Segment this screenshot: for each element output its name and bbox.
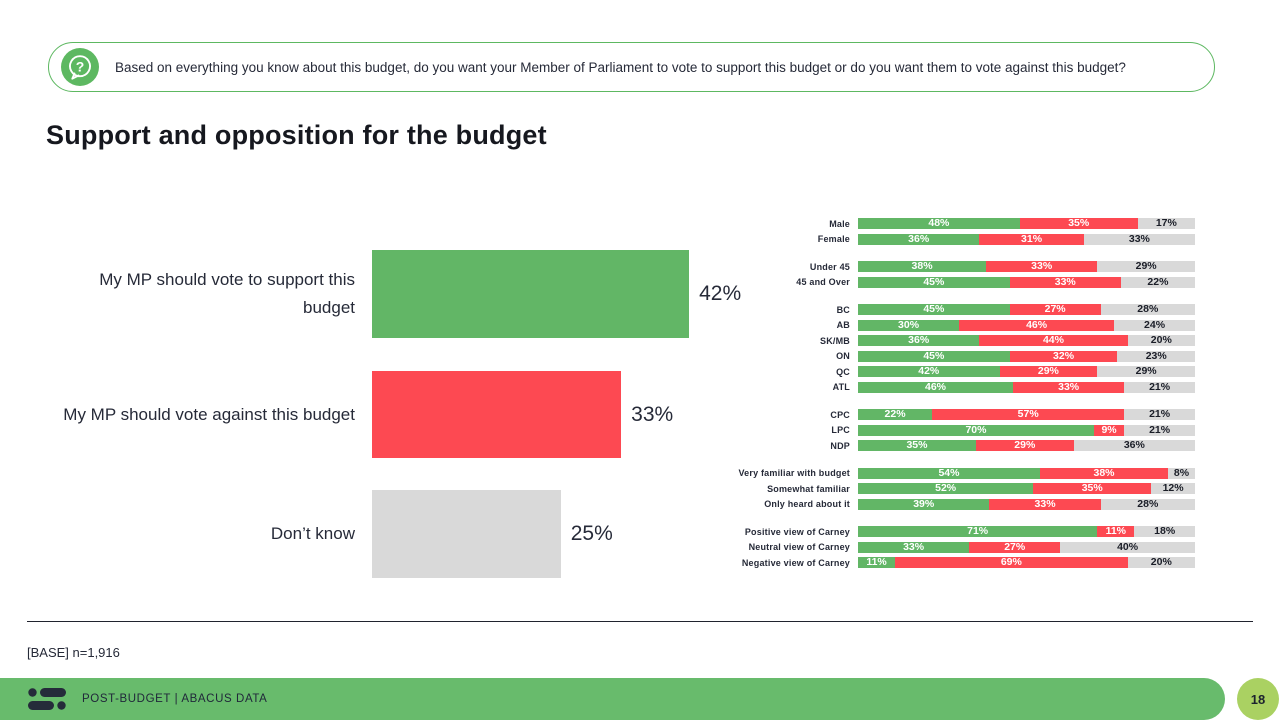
segment-value-label: 33% bbox=[903, 540, 925, 553]
segment-against bbox=[976, 440, 1074, 451]
segment-dont-know bbox=[1084, 234, 1195, 245]
segment-against bbox=[1013, 382, 1124, 393]
breakdown-row bbox=[663, 366, 1208, 377]
breakdown-row-label: NDP bbox=[830, 440, 850, 451]
segment-against bbox=[1094, 425, 1124, 436]
segment-value-label: 48% bbox=[928, 217, 950, 229]
segment-support bbox=[858, 468, 1040, 479]
segment-value-label: 42% bbox=[918, 365, 940, 377]
segment-value-label: 31% bbox=[1021, 232, 1043, 245]
segment-against bbox=[986, 261, 1097, 272]
segment-against bbox=[1040, 468, 1168, 479]
segment-value-label: 20% bbox=[1150, 334, 1172, 346]
segment-value-label: 29% bbox=[1014, 439, 1036, 451]
breakdown-row bbox=[663, 351, 1208, 362]
segment-against bbox=[989, 499, 1100, 510]
breakdown-stacked-bar bbox=[858, 234, 1195, 245]
segment-against bbox=[1010, 351, 1118, 362]
page-number-badge: 18 bbox=[1237, 678, 1279, 720]
abacus-data-logo bbox=[28, 686, 68, 712]
segment-value-label: 29% bbox=[1037, 365, 1059, 377]
segment-value-label: 29% bbox=[1135, 365, 1157, 377]
segment-value-label: 32% bbox=[1053, 349, 1075, 362]
segment-dont-know bbox=[1124, 425, 1195, 436]
breakdown-row-label: 45 and Over bbox=[796, 277, 850, 287]
segment-support bbox=[858, 218, 1020, 229]
segment-value-label: 40% bbox=[1117, 540, 1139, 553]
breakdown-row bbox=[663, 483, 1208, 494]
breakdown-row-label: Negative view of Carney bbox=[741, 557, 850, 568]
overall-bar-row bbox=[48, 371, 673, 458]
segment-against bbox=[1033, 483, 1151, 494]
breakdown-stacked-bar bbox=[858, 526, 1195, 537]
segment-value-label: 11% bbox=[866, 556, 887, 568]
segment-value-label: 45% bbox=[923, 349, 945, 362]
breakdown-row-label: SK/MB bbox=[820, 335, 850, 346]
segment-against bbox=[895, 557, 1128, 568]
segment-value-label: 33% bbox=[1128, 232, 1150, 245]
segment-value-label: 52% bbox=[935, 482, 957, 494]
footer-divider-line bbox=[27, 621, 1253, 622]
footer-bar bbox=[0, 678, 1225, 720]
segment-support bbox=[858, 526, 1097, 537]
segment-against bbox=[979, 234, 1083, 245]
segment-support bbox=[858, 234, 979, 245]
segment-value-label: 28% bbox=[1137, 497, 1159, 510]
svg-text:?: ? bbox=[75, 58, 85, 75]
segment-value-label: 39% bbox=[913, 497, 935, 510]
breakdown-row-label: CPC bbox=[830, 409, 850, 420]
breakdown-row bbox=[663, 304, 1208, 315]
segment-value-label: 9% bbox=[1101, 423, 1117, 436]
segment-value-label: 22% bbox=[884, 408, 906, 420]
segment-value-label: 8% bbox=[1173, 466, 1190, 479]
breakdown-row-label: Female bbox=[817, 234, 850, 244]
segment-against bbox=[979, 335, 1127, 346]
segment-value-label: 36% bbox=[908, 334, 930, 346]
breakdown-stacked-bar bbox=[858, 409, 1195, 420]
segment-value-label: 35% bbox=[1081, 482, 1103, 494]
segment-support bbox=[858, 425, 1094, 436]
breakdown-row-label: AB bbox=[836, 320, 850, 330]
question-text: Based on everything you know about this budget, do you want your Member of Parliament to vote to support this budget or do you want them to vote against this budget? bbox=[115, 59, 1126, 75]
bar-against bbox=[372, 371, 621, 458]
breakdown-row bbox=[663, 320, 1208, 331]
breakdown-row-label: QC bbox=[836, 366, 850, 377]
segment-support bbox=[858, 261, 986, 272]
segment-value-label: 21% bbox=[1149, 380, 1171, 393]
breakdown-row bbox=[663, 557, 1208, 568]
segment-against bbox=[1010, 304, 1101, 315]
segment-support bbox=[858, 351, 1010, 362]
breakdown-row bbox=[663, 261, 1208, 272]
segment-support bbox=[858, 335, 979, 346]
breakdown-stacked-bar bbox=[858, 425, 1195, 436]
segment-value-label: 20% bbox=[1150, 556, 1172, 568]
breakdown-row-label: LPC bbox=[831, 425, 850, 435]
breakdown-stacked-bar bbox=[858, 277, 1195, 288]
question-box bbox=[48, 42, 1215, 92]
segment-value-label: 36% bbox=[1123, 439, 1145, 451]
segment-value-label: 38% bbox=[911, 260, 933, 272]
footer-label: POST-BUDGET | ABACUS DATA bbox=[82, 693, 268, 705]
breakdown-row bbox=[663, 409, 1208, 420]
breakdown-group bbox=[663, 261, 1208, 288]
breakdown-row bbox=[663, 542, 1208, 553]
breakdown-row-label: ON bbox=[836, 351, 850, 361]
breakdown-group bbox=[663, 409, 1208, 451]
segment-value-label: 44% bbox=[1042, 334, 1064, 346]
breakdown-row-label: Male bbox=[829, 218, 850, 229]
breakdown-stacked-bar bbox=[858, 261, 1195, 272]
segment-value-label: 45% bbox=[923, 303, 945, 315]
bar-dont-know bbox=[372, 490, 561, 578]
breakdown-group bbox=[663, 304, 1208, 393]
segment-dont-know bbox=[1128, 335, 1195, 346]
segment-support bbox=[858, 366, 1000, 377]
segment-support bbox=[858, 320, 959, 331]
segment-value-label: 71% bbox=[967, 525, 989, 537]
segment-dont-know bbox=[1114, 320, 1195, 331]
overall-chart bbox=[48, 250, 742, 580]
breakdown-row bbox=[663, 382, 1208, 393]
segment-value-label: 21% bbox=[1149, 423, 1171, 436]
value-label: 42% bbox=[699, 282, 742, 305]
bar-support bbox=[372, 250, 689, 338]
segment-dont-know bbox=[1121, 277, 1195, 288]
segment-support bbox=[858, 409, 932, 420]
segment-against bbox=[969, 542, 1060, 553]
breakdown-stacked-bar bbox=[858, 366, 1195, 377]
breakdown-stacked-bar bbox=[858, 483, 1195, 494]
segment-support bbox=[858, 542, 969, 553]
segment-value-label: 35% bbox=[906, 439, 928, 451]
segment-support bbox=[858, 382, 1013, 393]
breakdown-row bbox=[663, 440, 1208, 451]
category-label: My MP should vote against this budget bbox=[63, 404, 355, 424]
segment-value-label: 35% bbox=[1068, 217, 1090, 229]
segment-dont-know bbox=[1124, 382, 1195, 393]
segment-against bbox=[1020, 218, 1138, 229]
segment-dont-know bbox=[1060, 542, 1195, 553]
breakdown-stacked-bar bbox=[858, 382, 1195, 393]
breakdown-stacked-bar bbox=[858, 499, 1195, 510]
question-bubble-icon bbox=[61, 48, 99, 86]
value-label: 25% bbox=[570, 522, 613, 545]
segment-dont-know bbox=[1097, 366, 1195, 377]
segment-value-label: 23% bbox=[1145, 349, 1167, 362]
breakdown-row-label: Very familiar with budget bbox=[738, 468, 850, 478]
segment-value-label: 38% bbox=[1093, 466, 1115, 479]
segment-value-label: 29% bbox=[1135, 260, 1157, 272]
segment-support bbox=[858, 277, 1010, 288]
segment-value-label: 18% bbox=[1154, 525, 1176, 537]
segment-value-label: 27% bbox=[1004, 540, 1026, 553]
segment-value-label: 22% bbox=[1147, 275, 1169, 288]
segment-support bbox=[858, 440, 976, 451]
breakdown-row-label: BC bbox=[836, 304, 850, 315]
breakdown-group bbox=[663, 468, 1208, 510]
segment-value-label: 12% bbox=[1162, 482, 1184, 494]
breakdown-stacked-bar bbox=[858, 440, 1195, 451]
breakdown-stacked-bar bbox=[858, 218, 1195, 229]
breakdown-stacked-bar bbox=[858, 542, 1195, 553]
segment-dont-know bbox=[1168, 468, 1195, 479]
segment-dont-know bbox=[1097, 261, 1195, 272]
breakdown-stacked-bar bbox=[858, 351, 1195, 362]
breakdown-stacked-bar bbox=[858, 320, 1195, 331]
segment-value-label: 33% bbox=[1034, 497, 1056, 510]
breakdown-row bbox=[663, 425, 1208, 436]
segment-value-label: 24% bbox=[1144, 318, 1166, 331]
overall-bar-row bbox=[48, 250, 741, 338]
breakdown-row bbox=[663, 335, 1208, 346]
segment-value-label: 33% bbox=[1054, 275, 1076, 288]
breakdown-row-label: Somewhat familiar bbox=[767, 483, 850, 494]
breakdown-stacked-bar bbox=[858, 304, 1195, 315]
segment-against bbox=[932, 409, 1124, 420]
breakdown-row-label: Under 45 bbox=[809, 261, 850, 272]
segment-value-label: 33% bbox=[1031, 260, 1053, 272]
breakdown-row bbox=[663, 218, 1208, 229]
segment-against bbox=[1000, 366, 1098, 377]
segment-dont-know bbox=[1101, 304, 1195, 315]
breakdown-stacked-bar bbox=[858, 468, 1195, 479]
segment-value-label: 45% bbox=[923, 275, 945, 288]
segment-value-label: 57% bbox=[1017, 408, 1039, 420]
breakdown-row bbox=[663, 277, 1208, 288]
segment-value-label: 70% bbox=[965, 423, 987, 436]
segment-dont-know bbox=[1124, 409, 1195, 420]
segment-value-label: 17% bbox=[1155, 217, 1177, 229]
segment-dont-know bbox=[1128, 557, 1195, 568]
breakdown-stacked-bar bbox=[858, 335, 1195, 346]
segment-dont-know bbox=[1134, 526, 1195, 537]
breakdown-group bbox=[663, 526, 1208, 568]
segment-value-label: 69% bbox=[1000, 556, 1022, 568]
breakdown-row bbox=[663, 234, 1208, 245]
breakdown-chart bbox=[663, 218, 1208, 573]
segment-value-label: 28% bbox=[1137, 303, 1159, 315]
breakdown-group bbox=[663, 218, 1208, 245]
segment-value-label: 11% bbox=[1105, 525, 1127, 537]
page-title: Support and opposition for the budget bbox=[46, 120, 547, 150]
segment-dont-know bbox=[1074, 440, 1195, 451]
segment-value-label: 46% bbox=[925, 380, 947, 393]
value-label: 33% bbox=[631, 402, 674, 426]
breakdown-row bbox=[663, 468, 1208, 479]
segment-dont-know bbox=[1138, 218, 1195, 229]
segment-value-label: 54% bbox=[938, 466, 960, 479]
segment-value-label: 27% bbox=[1044, 303, 1066, 315]
segment-dont-know bbox=[1101, 499, 1195, 510]
segment-value-label: 46% bbox=[1026, 318, 1048, 331]
breakdown-row-label: Positive view of Carney bbox=[744, 526, 850, 537]
segment-against bbox=[1010, 277, 1121, 288]
segment-support bbox=[858, 304, 1010, 315]
breakdown-row-label: Only heard about it bbox=[764, 499, 850, 509]
segment-support bbox=[858, 499, 989, 510]
breakdown-row-label: Neutral view of Carney bbox=[748, 542, 850, 552]
segment-value-label: 30% bbox=[898, 318, 920, 331]
breakdown-row-label: ATL bbox=[832, 382, 850, 392]
segment-against bbox=[959, 320, 1114, 331]
base-note: [BASE] n=1,916 bbox=[27, 645, 120, 660]
segment-dont-know bbox=[1117, 351, 1195, 362]
segment-against bbox=[1097, 526, 1134, 537]
overall-bar-row bbox=[48, 490, 613, 578]
breakdown-stacked-bar bbox=[858, 557, 1195, 568]
segment-value-label: 36% bbox=[908, 232, 930, 245]
segment-value-label: 33% bbox=[1058, 380, 1080, 393]
segment-value-label: 21% bbox=[1149, 408, 1171, 420]
segment-dont-know bbox=[1151, 483, 1195, 494]
segment-support bbox=[858, 557, 895, 568]
category-label: Don’t know bbox=[270, 524, 355, 543]
category-label: My MP should vote to support this budget bbox=[99, 270, 355, 317]
breakdown-row bbox=[663, 526, 1208, 537]
segment-support bbox=[858, 483, 1033, 494]
breakdown-row bbox=[663, 499, 1208, 510]
